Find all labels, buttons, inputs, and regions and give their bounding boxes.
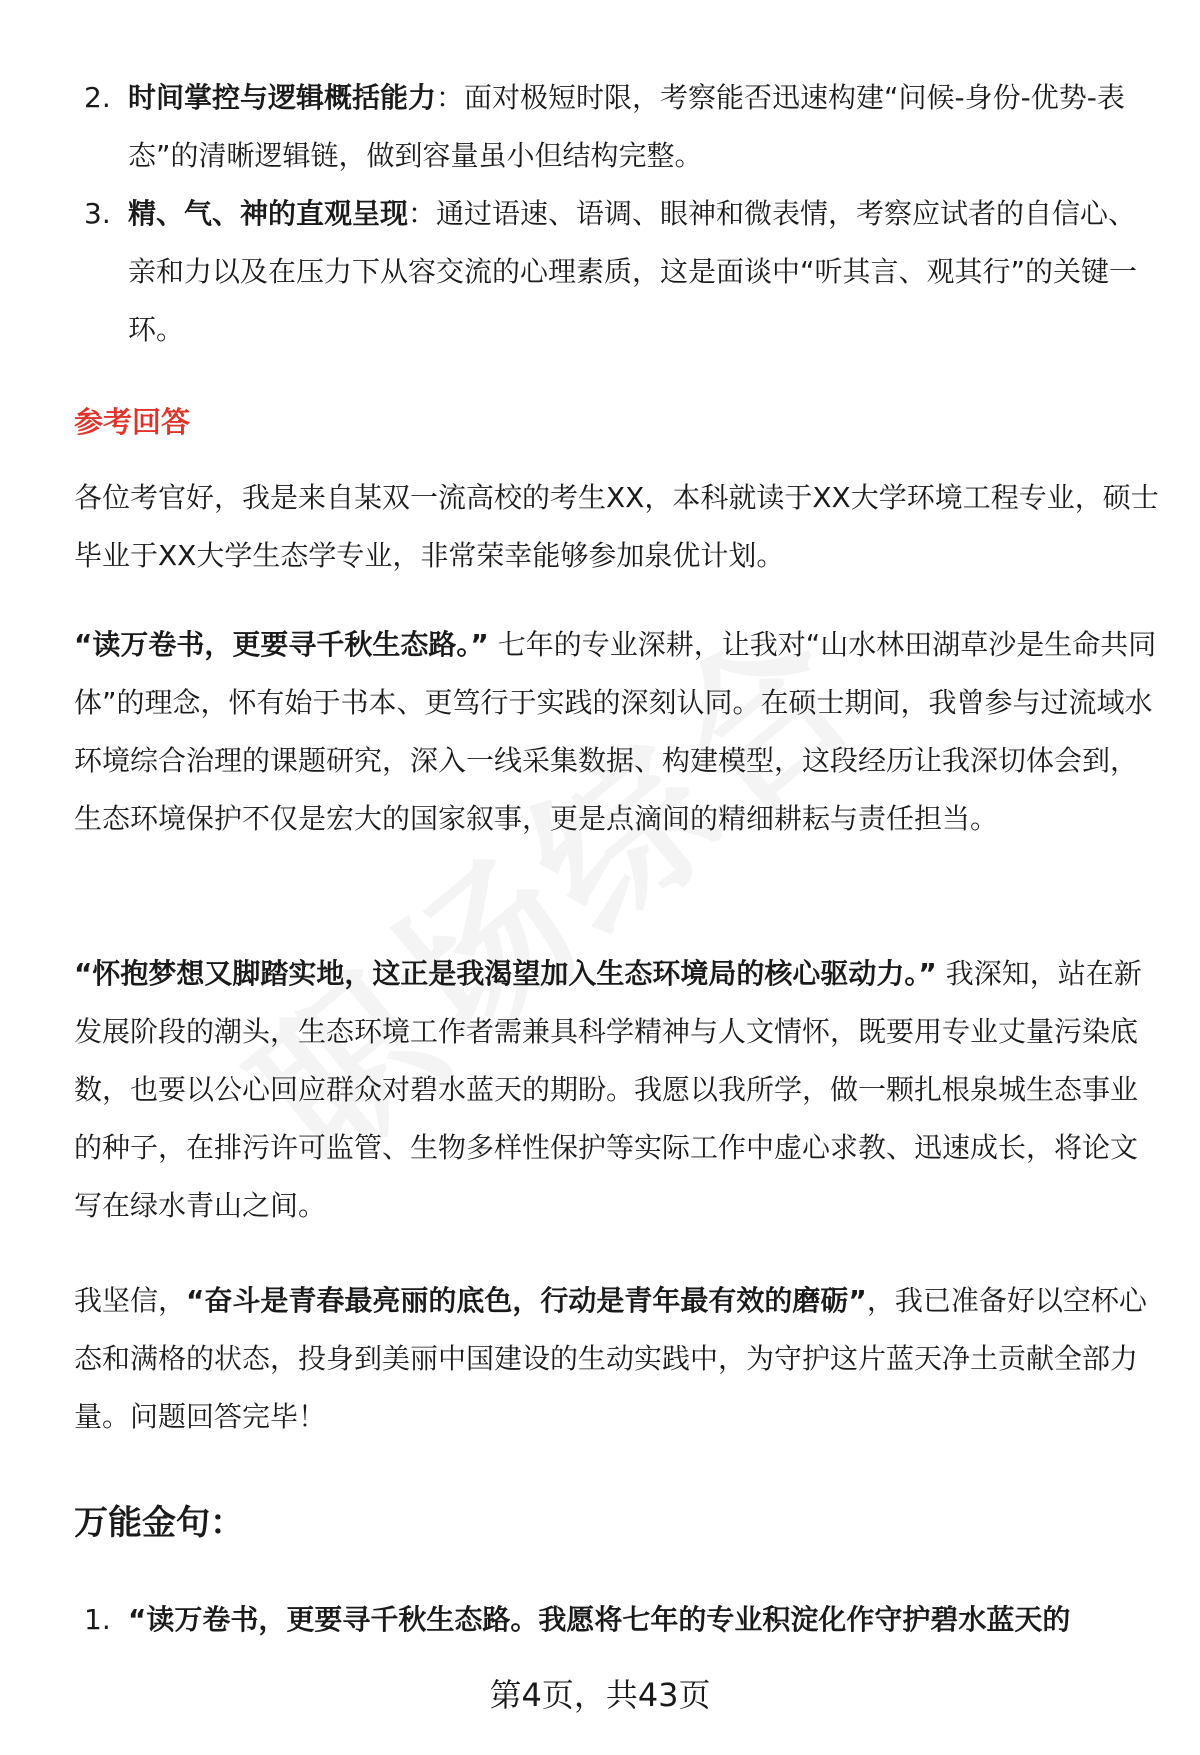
list-number: 3. bbox=[84, 197, 111, 230]
paragraph-reading bbox=[74, 616, 1164, 848]
list-item-body bbox=[128, 1591, 1138, 1649]
list-number: 1. bbox=[84, 1603, 111, 1636]
paragraph-text: 七年的专业深耕，让我对“山水林田湖草沙是生命共同体”的理念，怀有始于书本、更笃行于实践的深刻认同。在硕士期间，我曾参与过流域水环境综合治理的课题研究，深入一线采集数据、构建模型，这段经历让我深切体会到，生态环境保护不仅是宏大的国家叙事，更是点滴间的精细耕耘与责任担当。 bbox=[74, 628, 1157, 835]
list-item bbox=[74, 69, 1144, 185]
paragraph-text: 我深知，站在新发展阶段的潮头，生态环境工作者需兼具科学精神与人文情怀，既要用专业丈量污染底数，也要以公心回应群众对碧水蓝天的期盼。我愿以我所学，做一颗扎根泉城生态事业的种子，在排污许可监管、生物多样性保护等实际工作中虚心求教、迅速成长，将论文写在绿水青山之间。 bbox=[74, 957, 1142, 1222]
page-footer: 第4页，共43页 bbox=[489, 1676, 711, 1714]
list-item-text: ：面对极短时限，考察能否迅速构建“问候-身份-优势-表态”的清晰逻辑链，做到容量虽小但结构完整。 bbox=[128, 81, 1125, 172]
list-item-body bbox=[128, 69, 1138, 185]
list-item-text: ：通过语速、语调、眼神和微表情，考察应试者的自信心、亲和力以及在压力下从容交流的心理素质，这是面谈中“听其言、观其行”的关键一环。 bbox=[128, 197, 1138, 346]
paragraph-quote: “奋斗是青春最亮丽的底色，行动是青年最有效的磨砺” bbox=[186, 1284, 867, 1317]
list-item-body bbox=[128, 185, 1138, 359]
paragraph-quote: “读万卷书，更要寻千秋生态路。” bbox=[74, 628, 489, 661]
paragraph-intro bbox=[74, 469, 1164, 585]
paragraph-text-pre: 我坚信， bbox=[74, 1284, 187, 1317]
reference-answer-heading: 参考回答 bbox=[74, 405, 191, 439]
list-item bbox=[74, 1591, 1144, 1649]
paragraph-text: ，我已准备好以空杯心态和满格的状态，投身到美丽中国建设的生动实践中，为守护这片蓝天净土贡献全部力量。问题回答完毕！ bbox=[74, 1284, 1147, 1433]
paragraph-quote: “怀抱梦想又脚踏实地，这正是我渴望加入生态环境局的核心驱动力。” bbox=[74, 957, 937, 990]
list-item bbox=[74, 185, 1144, 359]
list-item-title: 精、气、神的直观呈现 bbox=[128, 197, 409, 230]
paragraph-text: 各位考官好，我是来自某双一流高校的考生XX，本科就读于XX大学环境工程专业，硕士毕业于XX大学生态学专业，非常荣幸能够参加泉优计划。 bbox=[74, 481, 1159, 572]
golden-sentences-heading: 万能金句： bbox=[74, 1503, 244, 1543]
list-item-text: “读万卷书，更要寻千秋生态路。我愿将七年的专业积淀化作守护碧水蓝天的 bbox=[128, 1603, 1071, 1636]
paragraph-motivation bbox=[74, 945, 1164, 1235]
list-number: 2. bbox=[84, 81, 111, 114]
list-item-title: 时间掌控与逻辑概括能力 bbox=[128, 81, 437, 114]
paragraph-conclusion bbox=[74, 1272, 1164, 1446]
